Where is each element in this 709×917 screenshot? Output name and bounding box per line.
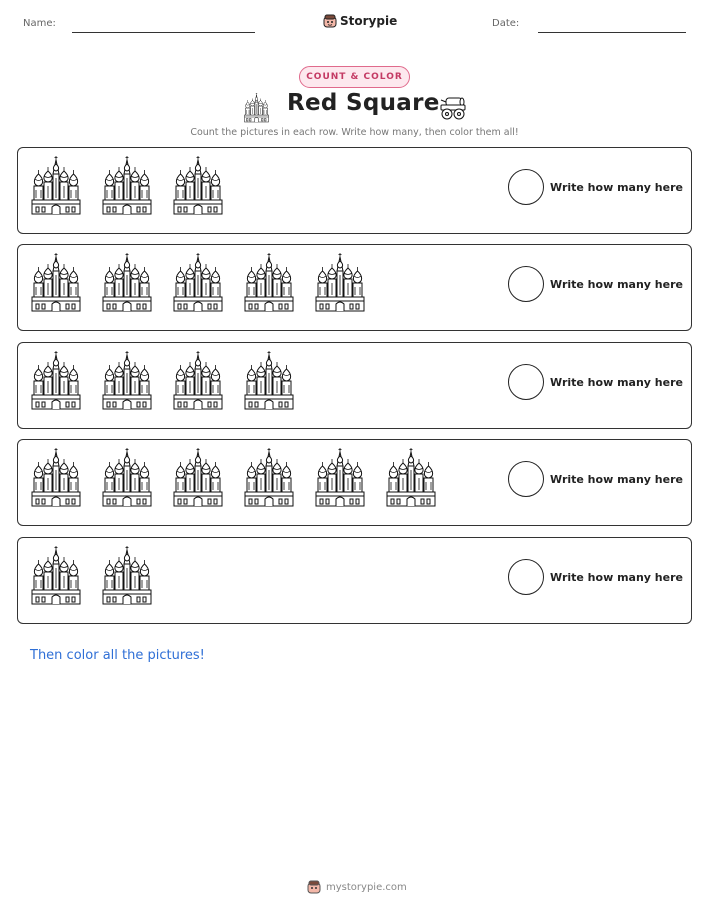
page-title: Red Square [287, 90, 440, 116]
answer-label: Write how many here [550, 570, 683, 584]
answer-area [508, 266, 683, 302]
count-row [17, 439, 692, 526]
st-basils-cathedral-icon [172, 446, 224, 510]
picture-group [30, 349, 295, 419]
activity-badge: COUNT & COLOR [299, 66, 410, 88]
title-row [0, 90, 709, 124]
st-basils-cathedral-icon [101, 349, 153, 413]
answer-circle[interactable] [508, 169, 544, 205]
answer-area [508, 461, 683, 497]
name-label: Name: [23, 18, 56, 29]
picture-group [30, 544, 153, 614]
st-basils-cathedral-icon [172, 251, 224, 315]
st-basils-cathedral-icon [101, 251, 153, 315]
name-line[interactable] [72, 32, 255, 33]
st-basils-cathedral-icon [243, 349, 295, 413]
st-basils-cathedral-icon [30, 544, 82, 608]
count-row [17, 147, 692, 234]
st-basils-cathedral-icon [30, 251, 82, 315]
st-basils-cathedral-icon [30, 154, 82, 218]
cannon-icon [437, 94, 469, 120]
answer-label: Write how many here [550, 375, 683, 389]
footer-note: Then color all the pictures! [30, 648, 205, 663]
site-footer [307, 880, 407, 894]
st-basils-cathedral-icon [101, 446, 153, 510]
picture-group [30, 154, 224, 224]
answer-area [508, 559, 683, 595]
st-basils-cathedral-icon [243, 251, 295, 315]
answer-circle[interactable] [508, 364, 544, 400]
date-line[interactable] [538, 32, 686, 33]
date-label: Date: [492, 18, 520, 29]
brand-name: Storypie [340, 14, 398, 28]
st-basils-cathedral-icon [30, 446, 82, 510]
st-basils-cathedral-icon [314, 251, 366, 315]
answer-circle[interactable] [508, 461, 544, 497]
st-basils-cathedral-icon [172, 154, 224, 218]
answer-label: Write how many here [550, 180, 683, 194]
st-basils-cathedral-icon [243, 446, 295, 510]
picture-group [30, 446, 437, 516]
st-basils-cathedral-icon [172, 349, 224, 413]
brand-logo [323, 14, 397, 28]
st-basils-cathedral-icon [243, 92, 270, 124]
answer-circle[interactable] [508, 266, 544, 302]
answer-area [508, 364, 683, 400]
st-basils-cathedral-icon [101, 544, 153, 608]
site-url: mystorypie.com [326, 881, 407, 893]
count-row [17, 537, 692, 624]
answer-area [508, 169, 683, 205]
count-row [17, 342, 692, 429]
instructions: Count the pictures in each row. Write how many, then color them all! [190, 127, 519, 138]
answer-circle[interactable] [508, 559, 544, 595]
storypie-mascot-icon [323, 14, 337, 28]
st-basils-cathedral-icon [30, 349, 82, 413]
answer-label: Write how many here [550, 277, 683, 291]
st-basils-cathedral-icon [385, 446, 437, 510]
answer-label: Write how many here [550, 472, 683, 486]
picture-group [30, 251, 366, 321]
st-basils-cathedral-icon [314, 446, 366, 510]
count-row [17, 244, 692, 331]
storypie-mascot-icon [307, 880, 321, 894]
st-basils-cathedral-icon [101, 154, 153, 218]
